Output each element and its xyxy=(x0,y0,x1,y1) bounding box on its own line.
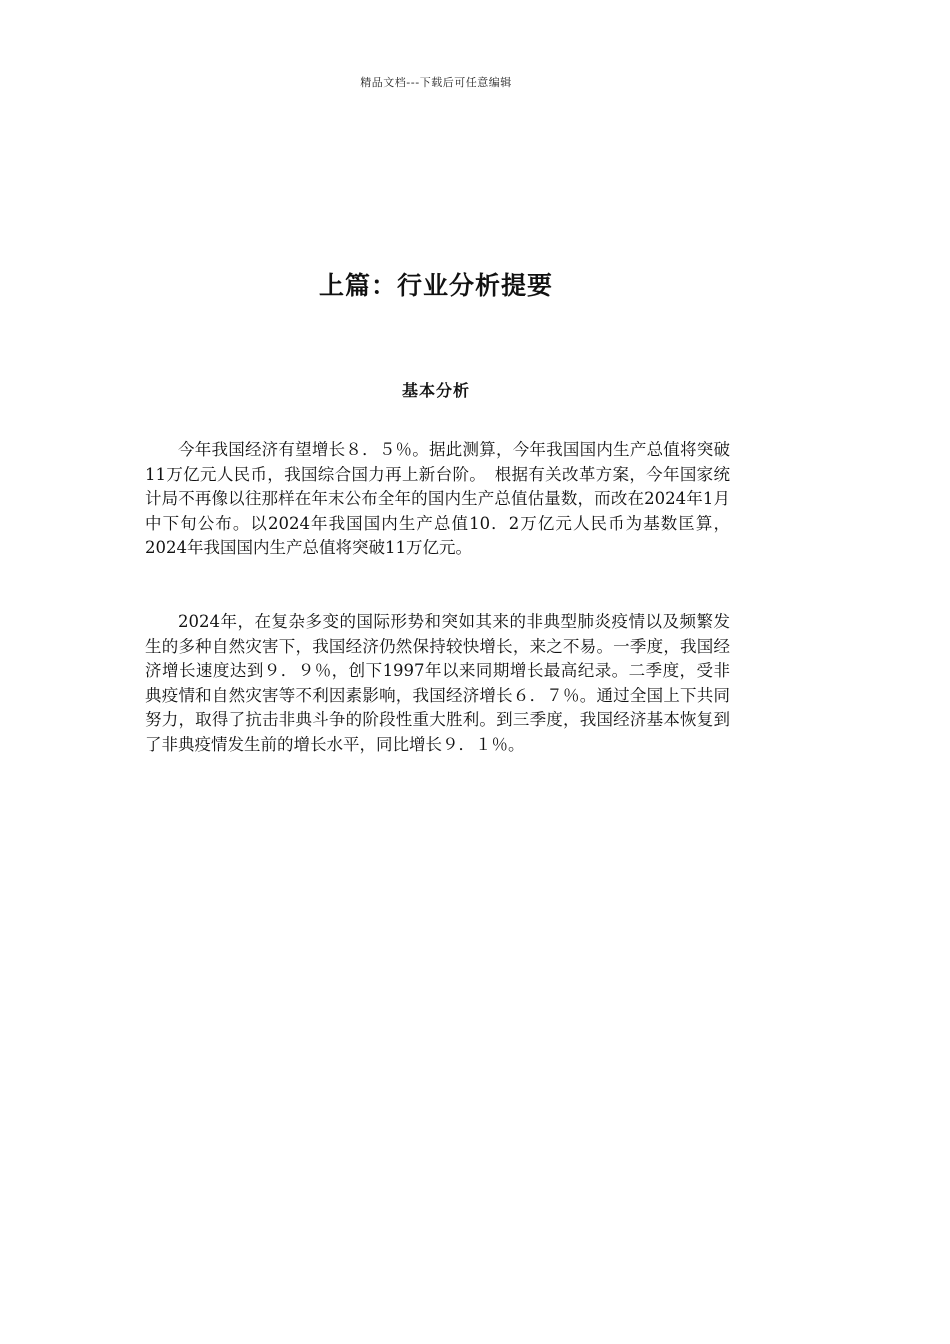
part-title: 上篇：行业分析提要 xyxy=(318,271,553,300)
paragraph-2-block xyxy=(145,610,730,758)
paragraph-1-block xyxy=(145,438,730,561)
paragraph-2: 2024年，在复杂多变的国际形势和突如其来的非典型肺炎疫情以及频繁发生的多种自然灾害下，我国经济仍然保持较快增长，来之不易。一季度，我国经济增长速度达到９．９％，创下1997年以来同期增长最高纪录。二季度，受非典疫情和自然灾害等不利因素影响，我国经济增长６．７％。通过全国上下共同努力，取得了抗击非典斗争的阶段性重大胜利。到三季度，我国经济基本恢复到了非典疫情发生前的增长水平，同比增长９．１％。 xyxy=(145,612,730,754)
paragraph-1: 今年我国经济有望增长８．５％。据此测算，今年我国国内生产总值将突破11万亿元人民币，我国综合国力再上新台阶。 根据有关改革方案，今年国家统计局不再像以往那样在年末公布全年的国内生产总值估量数，而改在2024年1月中下旬公布。以2024年我国国内生产总值10．2万亿元人民币为基数匡算，2024年我国国内生产总值将突破11万亿元。 xyxy=(145,440,730,558)
page-header: 精品文档---下载后可任意编辑 xyxy=(360,76,512,89)
section-title: 基本分析 xyxy=(401,381,470,400)
